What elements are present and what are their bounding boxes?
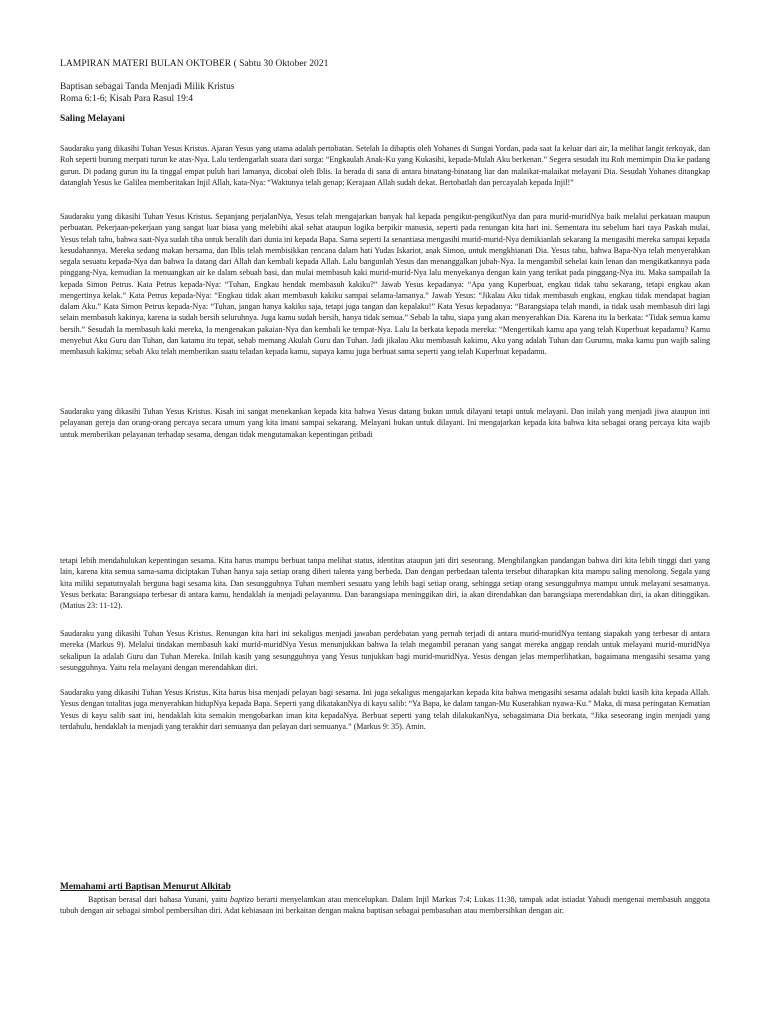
paragraph-5: Saudaraku yang dikasihi Tuhan Yesus Kristus. Renungan kita hari ini sekaligus menjadi jawaban perdebatan yang pernah terjadi di antara murid-muridNya tentang siapakah yang terbesar di antara mereka (Markus 9). Melalui tindakan membasuh kaki murid-muridNya Yesus menunjukkan bahwa Ia telah megambil peranan yang sangat mereka anggap rendah untuk melayani murid-muridNya sekalipun Ia adalah Guru dan Tuhan Mereka. Inilah kasih yang sesungguhnya yang Yesus tunjukkan bagi murid-muridNya. Yesus dengan jelas memperlihatkan, bagaimana mengasihi sesama yang sesungguhnya. Yaitu rela melayani dengan merendahkan diri. <box>60 629 710 672</box>
paragraph-7 <box>60 894 710 917</box>
scripture-reference: Roma 6:1-6; Kisah Para Rasul 19:4 <box>60 94 194 104</box>
term-baptizo: baptizo <box>230 895 254 904</box>
document-title: LAMPIRAN MATERI BULAN OKTOBER ( Sabtu 30 Oktober 2021 <box>60 58 329 69</box>
paragraph-7-text-a: Baptisan berasal dari bahasa Yunani, yaitu <box>88 895 231 904</box>
paragraph-3: Saudaraku yang dikasihi Tuhan Yesus Kristus. Kisah ini sangat menekankan kepada kita bahwa Yesus datang bukan untuk dilayani tetapi untuk melayani. Dan inilah yang menjadi jiwa ataupun inti pelayanan gereja dan orang-orang percaya secara umum yang kita imani sampai sekarang. Melayani bukan untuk dilayani. Ini mengajarkan kepada kita bahwa kita sebagai orang percaya kita wajib untuk memberikan pelayanan terhadap sesama, dengan tidak mengutamakan kepentingan pribadi <box>60 407 710 439</box>
paragraph-2: Saudaraku yang dikasihi Tuhan Yesus Kristus. Sepanjang perjalanNya, Yesus telah mengajarkan banyak hal kepada pengikut-pengikutNya dan para murid-muridNya baik melalui perkataan maupun perbuatan. Pekerjaan-pekerjaan yang sangat luar biasa yang melebihi akal sehat ataupun logika berpikir manusia, seperti pada renungan kita hari ini. Sementara itu sebelum hari raya Paskah mulai, Yesus telah tahu, bahwa saat-Nya sudah tiba untuk beralih dari dunia ini kepada Bapa. Sama seperti Ia senantiasa mengasihi murid-murid-Nya demikianlah sekarang Ia mengasihi mereka sampai kepada kesudahannya. Mereka sedang makan bersama, dan Iblis telah membisikkan rencana dalam hati Yudas Iskariot, anak Simon, untuk mengkhianati Dia. Yesus tahu, bahwa Bapa-Nya telah menyerahkan segala sesuatu kepada-Nya dan bahwa Ia datang dari Allah dan kembali kepada Allah. Lalu bangunlah Yesus dan menanggalkan jubah-Nya. Ia mengambil sehelai kain lenan dan mengikatkannya pada pinggang-Nya, kemudian Ia menuangkan air ke dalam sebuah basi, dan mulai membasuh kaki murid-murid-Nya lalu menyekanya dengan kain yang terikat pada pinggang-Nya itu. Maka sampailah Ia kepada Simon Petrus. Kata Petrus kepada-Nya: “Tuhan, Engkau hendak membasuh kakiku?” Jawab Yesus kepadanya: “Apa yang Kuperbuat, engkau tidak tahu sekarang, tetapi engkau akan mengertinya kelak.” Kata Petrus kepada-Nya: “Engkau tidak akan membasuh kakiku sampai selama-lamanya.” Jawab Yesus: “Jikalau Aku tidak membasuh engkau, engkau tidak mendapat bagian dalam Aku.” Kata Simon Petrus kepada-Nya: “Tuhan, jangan hanya kakiku saja, tetapi juga tangan dan kepalaku!” Kata Yesus kepadanya: “Barangsiapa telah mandi, ia tidak usah membasuh diri lagi selain membasuh kakinya, karena ia sudah bersih seluruhnya. Juga kamu sudah bersih, hanya tidak semua.” Sebab Ia tahu, siapa yang akan menyerahkan Dia. Karena itu Ia berkata: “Tidak semua kamu bersih.” Sesudah Ia membasuh kaki mereka, Ia mengenakan pakaian-Nya dan kembali ke tempat-Nya. Lalu Ia berkata kepada mereka: “Mengertikah kamu apa yang telah Kuperbuat kepadamu? Kamu menyebut Aku Guru dan Tuhan, dan katamu itu tepat, sebab memang Akulah Guru dan Tuhan. Jadi jikalau Aku membasuh kakimu, Aku yang adalah Tuhan dan Gurumu, maka kamu pun wajib saling membasuh kakimu; sebab Aku telah memberikan suatu teladan kepada kamu, supaya kamu juga berbuat sama seperti yang telah Kuperbuat kepadamu. <box>60 212 710 356</box>
paragraph-1: Saudaraku yang dikasihi Tuhan Yesus Kristus. Ajaran Yesus yang utama adalah pertobatan. Setelah Ia dibaptis oleh Yohanes di Sungai Yordan, pada saat Ia keluar dari air, Ia melihat langit terkoyak, dan Roh seperti burung merpati turun ke atas-Nya. Lalu terdengarlah suara dari sorga: “Engkaulah Anak-Ku yang Kukasihi, kepada-Mulah Aku berkenan.” Segera sesudah itu Roh memimpin Dia ke padang gurun. Di padang gurun itu Ia tinggal empat puluh hari lamanya, dicobai oleh Iblis. Ia berada di sana di antara binatang-binatang liar dan malaikat-malaikat melayani Dia. Sesudah Yohanes ditangkap datanglah Yesus ke Galilea memberitakan Injil Allah, kata-Nya: “Waktunya telah genap; Kerajaan Allah sudah dekat. Bertobatlah dan percayalah kepada Injil!” <box>60 144 710 187</box>
section-title-baptisan: Memahami arti Baptisan Menurut Alkitab <box>60 882 231 892</box>
document-subtitle: Baptisan sebagai Tanda Menjadi Milik Kristus <box>60 82 235 92</box>
paragraph-4: tetapi lebih mendahulukan kepentingan sesama. Kita harus mampu berbuat tanpa melihat status, identitas ataupun jati diri seseorang. Menghilangkan pandangan bahwa diri kita lebih tinggi dari yang lain, karena kita semua sama-sama diciptakan Tuhan hanya saja setiap orang diberi talenta yang berbeda. Dan dengan perbedaan talenta tersebut diharapkan kita mampu saling menolong. Segala yang kita miliki sepatutnyalah berguna bagi sesama kita. Dan sesungguhnya Tuhan memberi sesuatu yang lebih bagi setiap orang, sehingga setiap orang sesungguhnya mampu untuk melayani sesamanya. Yesus berkata: Barangsiapa terbesar di antara kamu, hendaklah ia menjadi pelayanmu. Dan barangsiapa meninggikan diri, ia akan direndahkan dan barangsiapa merendahkan diri, ia akan ditinggikan. (Matius 23: 11-12). <box>60 556 710 610</box>
paragraph-6: Saudaraku yang dikasihi Tuhan Yesus Kristus. Kita harus bisa menjadi pelayan bagi sesama. Ini juga sekaligus mengajarkan kepada kita bahwa mengasihi sesama adalah bukti kasih kita kepada Allah. Yesus dengan totalitas juga menyerahkan hidupNya kepada Bapa. Seperti yang dikatakanNya di kayu salib: “Ya Bapa, ke dalam tangan-Mu Kuserahkan nyawa-Ku.” Maka, di masa peringatan Kematian Yesus di kayu salib saat ini, hendaklah kita semakin mengobarkan iman kita kepadaNya. Berbuat seperti yang telah dilakukanNya, sebagaimana Dia berkata, “Jika seseorang ingin menjadi yang terdahulu, hendaklah ia menjadi yang terakhir dari semuanya dan pelayan dari semuanya.” (Markus 9: 35). Amin. <box>60 688 710 731</box>
section-title-saling-melayani: Saling Melayani <box>60 114 125 124</box>
paragraph-7-text-b: berarti menyelamkan atau mencelupkan. Dalam Injil Markus 7:4; Lukas 11:38, tampak adat istiadat Yahudi mengenai membasuh anggota tubuh dengan air sebagai simbol pembersihan diri. Adat kebiasaan ini berkaitan dengan makna baptisan sebagai pembasuhan atau membersihkan dengan air. <box>60 895 710 916</box>
